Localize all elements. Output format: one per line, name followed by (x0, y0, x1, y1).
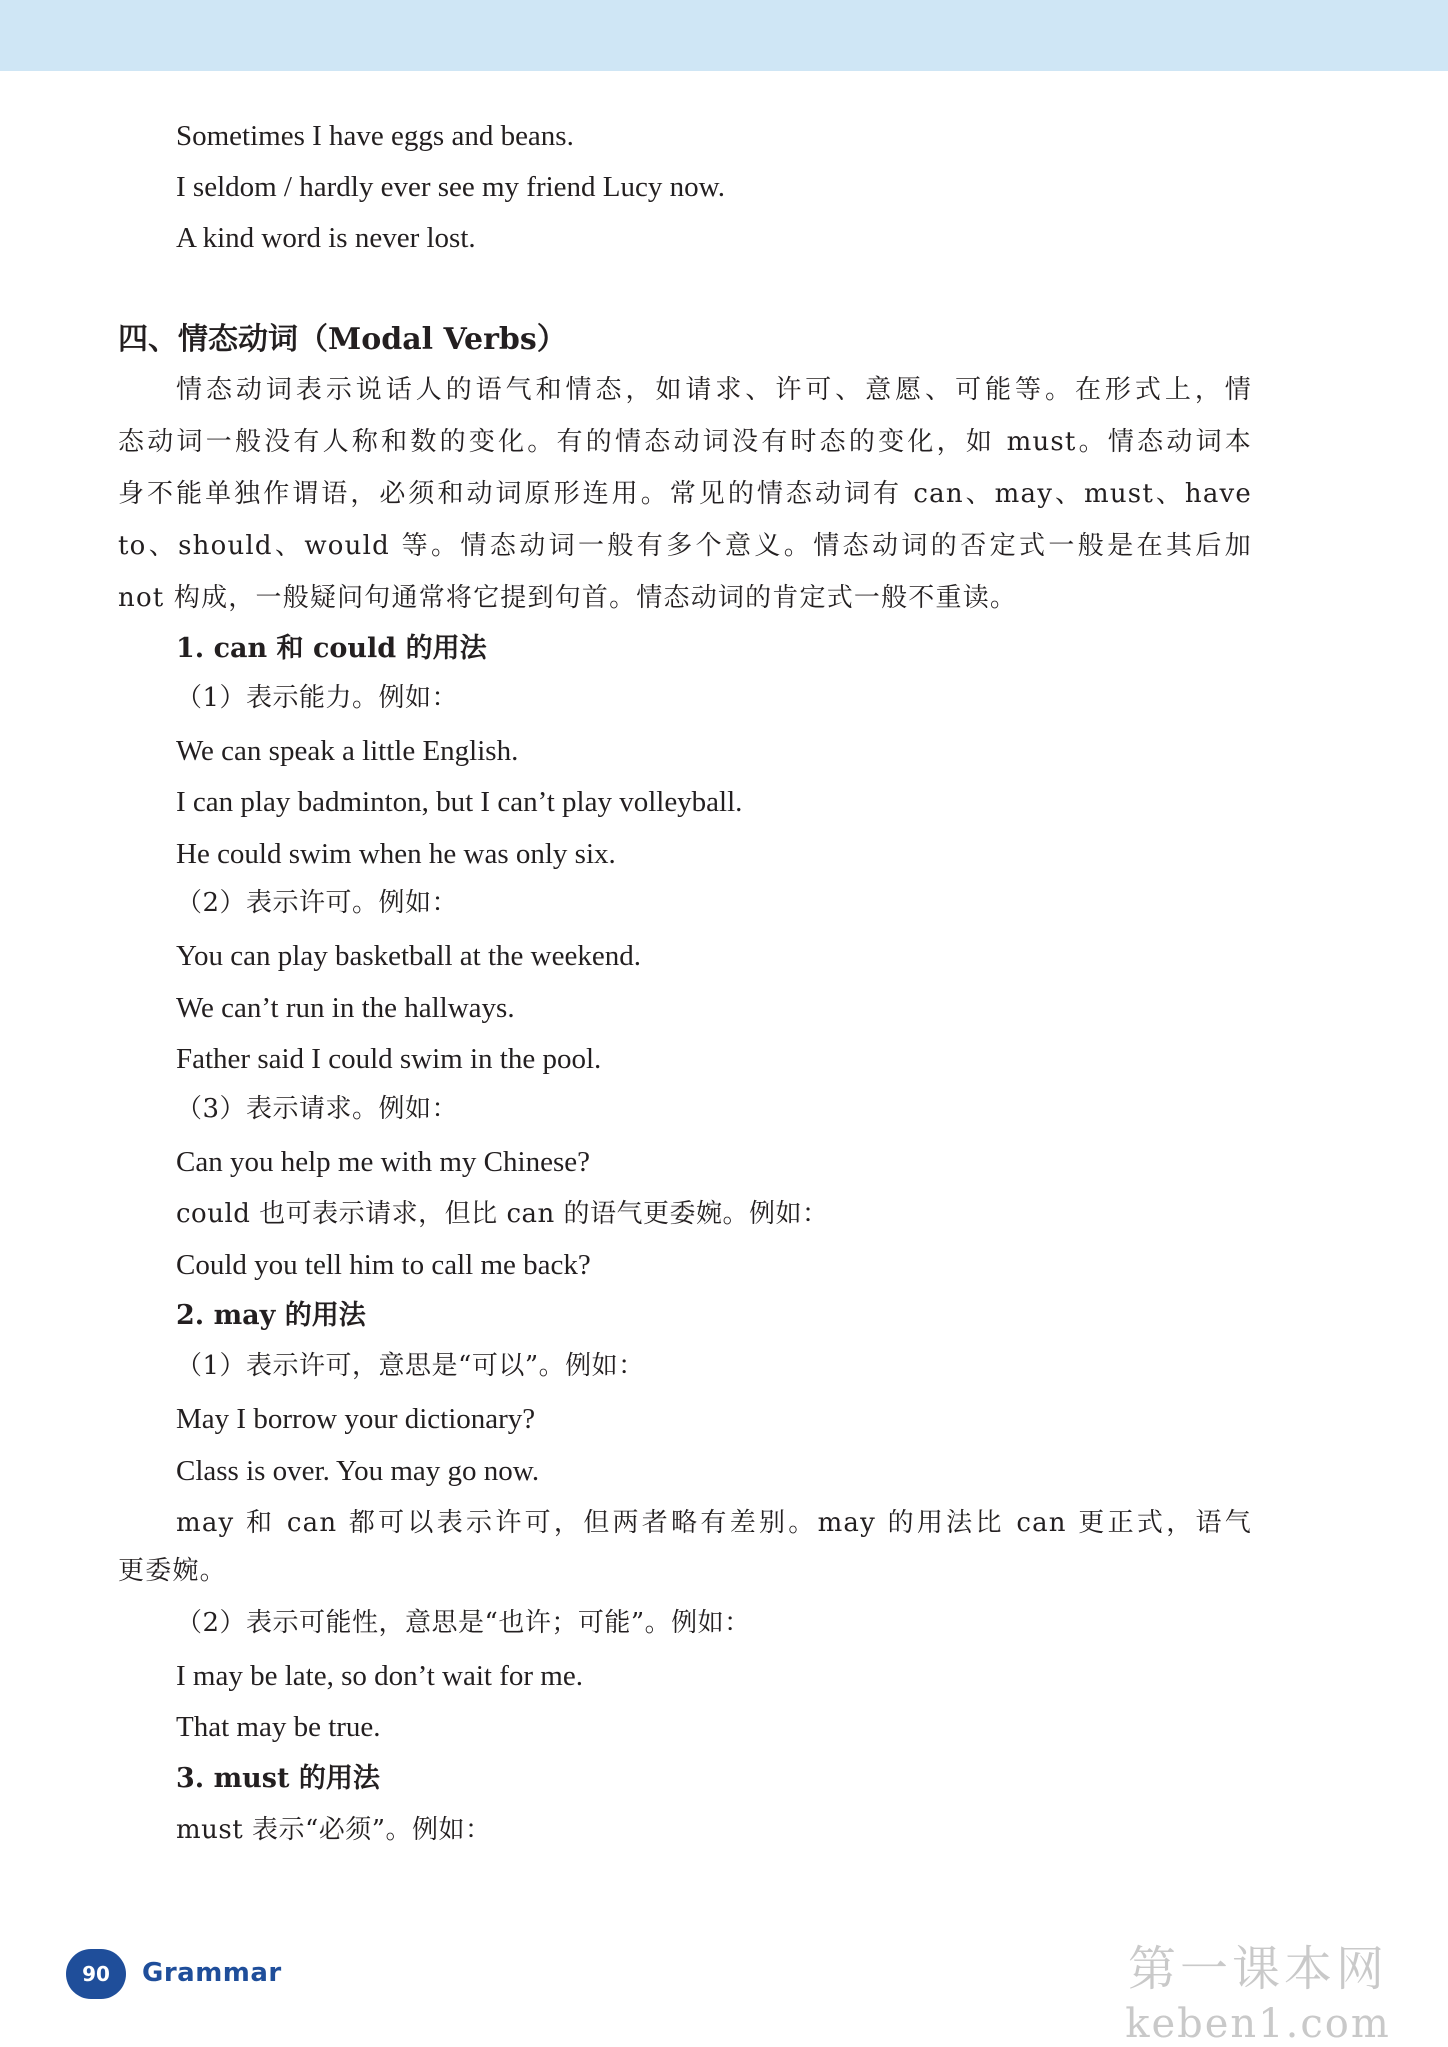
usage-label: （1）表示能力。例如： (176, 683, 459, 713)
example-sentence: Can you help me with my Chinese? (176, 1146, 590, 1178)
example-sentence: You can play basketball at the weekend. (176, 940, 641, 972)
intro-paragraph-line: not 构成，一般疑问句通常将它提到句首。情态动词的肯定式一般不重读。 (118, 583, 1018, 613)
usage-label: （3）表示请求。例如： (176, 1094, 459, 1124)
usage-label: （1）表示许可，意思是“可以”。例如： (176, 1351, 645, 1381)
example-sentence: He could swim when he was only six. (176, 838, 616, 870)
usage-label: （2）表示许可。例如： (176, 888, 459, 918)
top-color-band (0, 0, 1448, 71)
subsection-title-can-could: 1. can 和 could 的用法 (176, 633, 487, 664)
subsection-title-may: 2. may 的用法 (176, 1300, 366, 1331)
example-sentence: May I borrow your dictionary? (176, 1403, 536, 1435)
usage-note: could 也可表示请求，但比 can 的语气更委婉。例如： (176, 1199, 829, 1229)
usage-label: （2）表示可能性，意思是“也许；可能”。例如： (176, 1608, 751, 1638)
site-watermark (1108, 1930, 1408, 2047)
example-sentence: We can’t run in the hallways. (176, 992, 515, 1024)
watermark-line: 第一课本网 (1127, 1941, 1388, 1997)
example-sentence: Sometimes I have eggs and beans. (176, 120, 574, 152)
example-sentence: I seldom / hardly ever see my friend Lucy now. (176, 171, 725, 203)
usage-note: 更委婉。 (118, 1556, 227, 1586)
example-sentence: That may be true. (176, 1711, 381, 1743)
example-sentence: A kind word is never lost. (176, 222, 476, 254)
intro-paragraph-line: 情态动词表示说话人的语气和情态，如请求、许可、意愿、可能等。在形式上，情 (176, 375, 1252, 405)
footer-section-label: Grammar (142, 1958, 282, 1988)
example-sentence: We can speak a little English. (176, 735, 519, 767)
usage-note: may 和 can 都可以表示许可，但两者略有差别。may 的用法比 can 更正式，语气 (176, 1508, 1252, 1538)
section-heading: 四、情态动词（Modal Verbs） (118, 322, 567, 357)
page-number: 90 (82, 1962, 110, 1986)
watermark-line: keben1.com (1125, 2001, 1391, 2047)
subsection-title-must: 3. must 的用法 (176, 1763, 380, 1794)
example-sentence: I can play badminton, but I can’t play volleyball. (176, 786, 743, 818)
example-sentence: Father said I could swim in the pool. (176, 1043, 602, 1075)
usage-label: must 表示“必须”。例如： (176, 1815, 492, 1845)
page-number-badge (66, 1949, 126, 1999)
example-sentence: Could you tell him to call me back? (176, 1249, 591, 1281)
intro-paragraph-line: 身不能单独作谓语，必须和动词原形连用。常见的情态动词有 can、may、must、have (118, 479, 1252, 509)
intro-paragraph-line: to、should、would 等。情态动词一般有多个意义。情态动词的否定式一般是在其后加 (118, 531, 1252, 561)
example-sentence: I may be late, so don’t wait for me. (176, 1660, 583, 1692)
intro-paragraph-line: 态动词一般没有人称和数的变化。有的情态动词没有时态的变化，如 must。情态动词本 (118, 427, 1252, 457)
example-sentence: Class is over. You may go now. (176, 1455, 540, 1487)
